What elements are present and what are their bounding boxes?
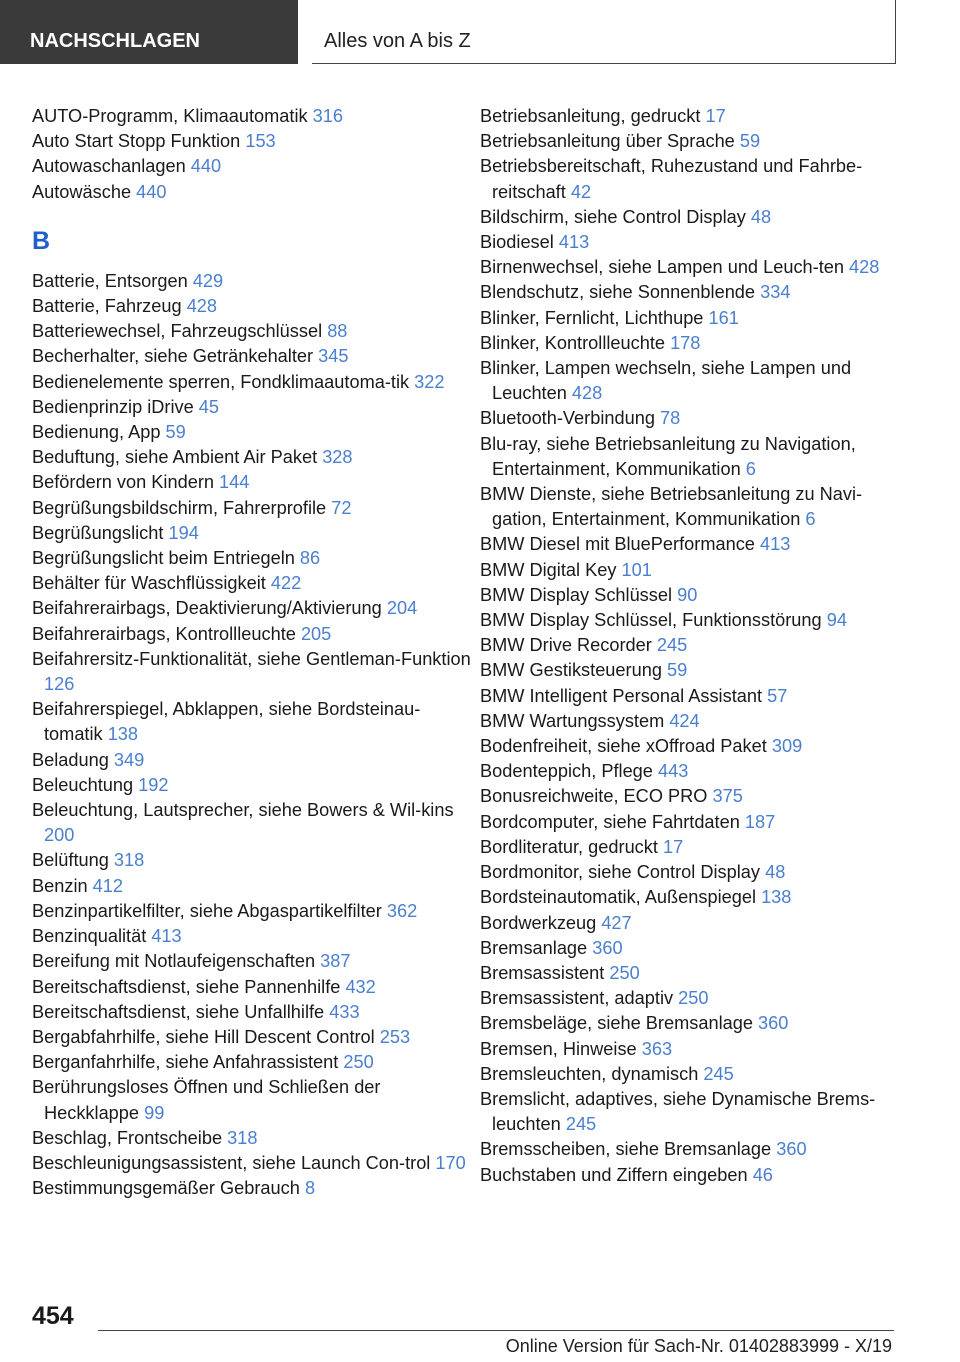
index-entry (480, 129, 910, 154)
index-entry (32, 1176, 472, 1201)
index-entry-term: Bremsassistent, adaptiv (480, 988, 679, 1009)
index-entry-term: Benzin (32, 875, 93, 896)
index-entry-term: Becherhalter, siehe Getränkehalter (32, 346, 319, 367)
index-page-link[interactable]: 413 (759, 534, 791, 555)
index-entry (480, 734, 910, 759)
index-entry-term: Bordcomputer, siehe Fahrtdaten (480, 811, 745, 832)
index-page-link[interactable]: 345 (318, 346, 349, 367)
index-page-link[interactable]: 413 (151, 926, 182, 947)
index-column-left (32, 104, 472, 1201)
index-page-link[interactable]: 428 (571, 383, 603, 404)
index-page-link[interactable]: 138 (107, 724, 139, 745)
index-entry-term: Bremsassistent (480, 962, 610, 983)
index-entry-term: Beladung (32, 749, 114, 770)
index-entry-term: Bluetooth-Verbindung (480, 408, 660, 429)
index-entry (32, 1075, 472, 1125)
index-entry (32, 924, 472, 949)
index-entry (32, 546, 472, 571)
index-entry-term: Bremsbeläge, siehe Bremsanlage (480, 1013, 759, 1034)
index-entry-term: Benzinqualität (32, 926, 152, 947)
section-tab: NACHSCHLAGEN (0, 0, 298, 64)
index-entry (480, 1062, 910, 1087)
index-entry-term: Bordwerkzeug (480, 912, 602, 933)
index-entry-term: Benzinpartikelfilter, siehe Abgaspartikelfilter (32, 900, 387, 921)
index-entry (480, 205, 910, 230)
index-entry (32, 496, 472, 521)
index-entry-term: BMW Display Schlüssel (480, 584, 678, 605)
index-page-link[interactable]: 429 (192, 270, 224, 291)
index-page-link[interactable]: 48 (750, 206, 772, 227)
index-entry-term: Beifahrersitz-Funktionalität, siehe Gentleman-Funktion (32, 648, 471, 669)
index-page-link[interactable]: 428 (849, 257, 880, 278)
index-entry (480, 784, 910, 809)
index-page-link[interactable]: 59 (667, 660, 688, 681)
index-entry (480, 583, 910, 608)
index-entry (32, 104, 472, 129)
index-entry (480, 406, 910, 431)
index-entry (480, 532, 910, 557)
index-entry (480, 860, 910, 885)
index-entry-term: Begrüßungslicht (32, 522, 169, 543)
index-page-link[interactable]: 250 (609, 962, 640, 983)
index-entry (32, 154, 472, 179)
index-entry-term: Begrüßungsbildschirm, Fahrerprofile (32, 497, 332, 518)
index-entry-term: BMW Gestiksteuerung (480, 660, 667, 681)
index-page-link[interactable]: 318 (113, 850, 145, 871)
index-entry (32, 899, 472, 924)
index-entry (480, 482, 910, 532)
index-entry (480, 810, 910, 835)
index-entry-term: Bodenfreiheit, siehe xOffroad Paket (480, 736, 772, 757)
index-entry (32, 521, 472, 546)
index-entry (32, 848, 472, 873)
index-page-link[interactable]: 170 (435, 1152, 466, 1173)
index-page-link[interactable]: 322 (414, 371, 445, 392)
index-entry-term: Autowaschanlagen (32, 156, 191, 177)
index-entry-term: Blinker, Lampen wechseln, siehe Lampen und Leuchten (480, 358, 852, 404)
index-entry (480, 1037, 910, 1062)
index-entry-term: Behälter für Waschflüssigkeit (32, 573, 271, 594)
index-entry-term: Bedienung, App (32, 422, 166, 443)
index-entry-term: Blu-ray, siehe Betriebsanleitung zu Navigation, Entertainment, Kommunikation (480, 433, 856, 479)
index-entry-term: Bereitschaftsdienst, siehe Unfallhilfe (32, 1001, 330, 1022)
index-page-link[interactable]: 245 (656, 635, 688, 656)
index-entry (32, 975, 472, 1000)
index-page-link[interactable]: 443 (657, 761, 689, 782)
index-entry (32, 697, 472, 747)
footer-divider (98, 1330, 894, 1331)
index-entry-term: BMW Wartungssystem (480, 710, 670, 731)
index-entry-term: Blinker, Kontrollleuchte (480, 332, 671, 353)
index-entry (32, 319, 472, 344)
index-entry (480, 255, 910, 280)
index-page-link[interactable]: 42 (570, 181, 592, 202)
index-entry-term: BMW Diesel mit BluePerformance (480, 534, 760, 555)
index-entry-term: Betriebsanleitung über Sprache (480, 131, 740, 152)
index-entry-term: BMW Dienste, siehe Betriebsanleitung zu Navi-gation, Entertainment, Kommunikation (480, 484, 863, 530)
index-entry-term: BMW Intelligent Personal Assistant (480, 685, 768, 706)
index-entry (480, 1011, 910, 1036)
index-entry-term: Beifahrerairbags, Deaktivierung/Aktivierung (32, 598, 387, 619)
index-entry-term: Beifahrerairbags, Kontrollleuchte (32, 623, 301, 644)
index-entry-term: Batteriewechsel, Fahrzeugschlüssel (32, 321, 328, 342)
index-entry-term: Belüftung (32, 850, 114, 871)
index-entry-term: Bergabfahrhilfe, siehe Hill Descent Control (32, 1026, 380, 1047)
index-entry-term: Birnenwechsel, siehe Lampen und Leuch-ten (480, 257, 850, 278)
index-entry-term: AUTO-Programm, Klimaautomatik (32, 106, 313, 126)
index-page-link[interactable]: 78 (660, 408, 681, 429)
index-entry (32, 874, 472, 899)
index-entry (32, 647, 472, 697)
index-entry (32, 370, 472, 395)
index-letter-heading: B (32, 226, 51, 255)
index-entry-term: Batterie, Fahrzeug (32, 296, 187, 317)
index-entry (480, 709, 910, 734)
index-entry-term: Bremsleuchten, dynamisch (480, 1063, 704, 1084)
index-page-link[interactable]: 6 (745, 458, 756, 479)
index-entry-term: Bedienprinzip iDrive (32, 396, 199, 417)
index-entry (32, 748, 472, 773)
index-entry (480, 356, 910, 406)
index-entry (480, 432, 910, 482)
index-page-link[interactable]: 17 (662, 836, 684, 857)
index-entry (32, 622, 472, 647)
index-page-link[interactable]: 334 (760, 282, 791, 303)
index-entry-term: Bordsteinautomatik, Außenspiegel (480, 887, 762, 908)
index-entry-term: Betriebsbereitschaft, Ruhezustand und Fahrbe-reitschaft (480, 156, 863, 202)
index-entry (480, 608, 910, 633)
index-entry (480, 1163, 910, 1188)
index-page-link[interactable]: 253 (379, 1026, 411, 1047)
index-page-link[interactable]: 153 (245, 131, 276, 152)
index-entry-term: BMW Digital Key (480, 559, 622, 580)
index-entry (32, 269, 472, 294)
index-page-link[interactable]: 250 (343, 1052, 374, 1073)
index-page-link[interactable]: 194 (168, 522, 199, 543)
index-entry-term: Blinker, Fernlicht, Lichthupe (480, 307, 709, 328)
index-entry-term: Beleuchtung (32, 774, 139, 795)
index-page-link[interactable]: 422 (270, 573, 302, 594)
index-page-link[interactable]: 349 (113, 749, 145, 770)
index-entry (32, 1126, 472, 1151)
index-page-link[interactable]: 375 (712, 786, 743, 807)
index-page-link[interactable]: 178 (670, 332, 701, 353)
index-entry-term: Bildschirm, siehe Control Display (480, 206, 751, 227)
index-entry-term: Bremsscheiben, siehe Bremsanlage (480, 1139, 777, 1160)
index-page-link[interactable]: 204 (386, 598, 418, 619)
index-entry-term: Bordmonitor, siehe Control Display (480, 862, 766, 883)
index-entry-term: Bremslicht, adaptives, siehe Dynamische Brems-leuchten (480, 1088, 876, 1135)
index-entry (480, 558, 910, 583)
index-page-link[interactable]: 427 (601, 912, 632, 933)
index-page-link[interactable]: 6 (805, 509, 816, 530)
index-page-link[interactable]: 200 (44, 825, 75, 846)
page-number: 454 (32, 1302, 74, 1330)
index-page-link[interactable]: 387 (320, 951, 351, 972)
index-page-link[interactable]: 45 (198, 396, 220, 417)
index-entry (480, 961, 910, 986)
index-page-link[interactable]: 161 (708, 307, 739, 328)
index-entry (480, 1087, 910, 1137)
index-page-link[interactable]: 48 (765, 862, 786, 883)
index-entry (480, 280, 910, 305)
index-entry-term: Bereitschaftsdienst, siehe Pannenhilfe (32, 976, 346, 997)
index-page-link[interactable]: 328 (322, 447, 353, 468)
index-entry (32, 470, 472, 495)
index-page-link[interactable]: 245 (703, 1063, 734, 1084)
index-page-link[interactable]: 88 (327, 321, 348, 342)
index-page-link[interactable]: 138 (761, 887, 792, 908)
index-entry (32, 571, 472, 596)
index-page-link[interactable]: 17 (705, 106, 726, 126)
index-page-link[interactable]: 362 (386, 900, 418, 921)
index-page-link[interactable]: 245 (565, 1114, 597, 1135)
index-entry (32, 1050, 472, 1075)
index-page-link[interactable]: 250 (678, 988, 709, 1009)
index-page-link[interactable]: 192 (138, 774, 169, 795)
index-entry-term: Bodenteppich, Pflege (480, 761, 658, 782)
index-page-link[interactable]: 413 (558, 232, 590, 253)
index-entry (480, 835, 910, 860)
index-page-link[interactable]: 99 (144, 1102, 165, 1123)
index-entry (480, 658, 910, 683)
index-entry-term: Betriebsanleitung, gedruckt (480, 106, 706, 126)
index-page-link[interactable]: 360 (758, 1013, 789, 1034)
index-page-link[interactable]: 59 (165, 422, 186, 443)
index-page-link[interactable]: 72 (331, 497, 352, 518)
index-entry-term: Bedienelemente sperren, Fondklimaautoma-tik (32, 371, 415, 392)
index-entry (32, 596, 472, 621)
index-entry (480, 104, 910, 129)
index-entry (480, 759, 910, 784)
index-page-link[interactable]: 187 (744, 811, 776, 832)
index-entry (480, 986, 910, 1011)
index-entry (480, 936, 910, 961)
index-entry (32, 294, 472, 319)
index-entry-term: Batterie, Entsorgen (32, 270, 193, 291)
index-page-link[interactable]: 424 (669, 710, 700, 731)
index-page-link[interactable]: 433 (329, 1001, 360, 1022)
index-entry (32, 773, 472, 798)
index-page-link[interactable]: 363 (641, 1038, 673, 1059)
index-entry-term: Bordliteratur, gedruckt (480, 836, 663, 857)
index-page-link[interactable]: 432 (345, 976, 376, 997)
index-page-link[interactable]: 360 (592, 937, 623, 958)
index-entry-term: Biodiesel (480, 232, 559, 253)
index-entry-term: Bonusreichweite, ECO PRO (480, 786, 713, 807)
index-entry-term: Beschlag, Frontscheibe (32, 1127, 228, 1148)
footer-text: Online Version für Sach-Nr. 01402883999 - X/19 (505, 1336, 892, 1356)
index-page-link[interactable]: 412 (92, 875, 124, 896)
index-entry-term: Bereifung mit Notlaufeigenschaften (32, 951, 321, 972)
index-entry (480, 154, 910, 204)
index-entry (32, 129, 472, 154)
index-entry (480, 230, 910, 255)
index-entry (32, 1151, 472, 1176)
index-page-link[interactable]: 94 (826, 610, 847, 631)
index-page-link[interactable]: 309 (771, 736, 803, 757)
index-page-link[interactable]: 8 (304, 1178, 316, 1199)
index-page-link[interactable]: 205 (300, 623, 332, 644)
index-entry (32, 395, 472, 420)
index-entry (480, 911, 910, 936)
index-page-link[interactable]: 316 (312, 106, 343, 126)
index-entry-term: Bremsanlage (480, 937, 593, 958)
index-page-link[interactable]: 126 (44, 674, 75, 695)
index-entry (480, 885, 910, 910)
index-entry-term: Begrüßungslicht beim Entriegeln (32, 548, 300, 569)
index-entry (480, 1137, 910, 1162)
index-entry (32, 180, 472, 205)
index-page-link[interactable]: 144 (219, 472, 250, 493)
index-entry (32, 1000, 472, 1025)
index-column-right (480, 104, 910, 1188)
index-page-link[interactable]: 428 (186, 296, 218, 317)
index-entry-term: BMW Drive Recorder (480, 635, 657, 656)
index-entry-term: Beschleunigungsassistent, siehe Launch Con-trol (32, 1152, 436, 1173)
index-entry-term: Buchstaben und Ziffern eingeben (480, 1164, 753, 1185)
index-entry (32, 1025, 472, 1050)
index-entry-term: Berganfahrhilfe, siehe Anfahrassistent (32, 1052, 344, 1073)
index-page-link[interactable]: 57 (767, 685, 788, 706)
index-page-link[interactable]: 59 (739, 131, 761, 152)
index-entry (480, 306, 910, 331)
index-page-link[interactable]: 46 (752, 1164, 773, 1185)
index-page-link[interactable]: 90 (677, 584, 698, 605)
page-title: Alles von A bis Z (312, 0, 896, 64)
index-entry (32, 344, 472, 369)
index-entry-term: Blendschutz, siehe Sonnenblende (480, 282, 761, 303)
index-entry-term: Beleuchtung, Lautsprecher, siehe Bowers & Wil-kins (32, 800, 454, 821)
index-page-link[interactable]: 440 (136, 181, 167, 202)
index-entry-term: Beduftung, siehe Ambient Air Paket (32, 447, 323, 468)
index-entry-term: Berührungsloses Öffnen und Schließen der Heckklappe (32, 1077, 381, 1123)
index-entry-term: Auto Start Stopp Funktion (32, 131, 246, 152)
index-page-link[interactable]: 318 (227, 1127, 258, 1148)
index-entry (480, 684, 910, 709)
index-entry-term: Beifahrerspiegel, Abklappen, siehe Bordsteinau-tomatik (32, 699, 421, 745)
index-entry (32, 445, 472, 470)
index-entry-term: Bremsen, Hinweise (480, 1038, 642, 1059)
index-entry-term: BMW Display Schlüssel, Funktionsstörung (480, 610, 827, 631)
index-entry-term: Befördern von Kindern (32, 472, 220, 493)
index-entry (480, 331, 910, 356)
index-entry-term: Bestimmungsgemäßer Gebrauch (32, 1178, 305, 1199)
index-page-link[interactable]: 440 (190, 156, 222, 177)
index-entry (32, 798, 472, 848)
index-page-link[interactable]: 101 (621, 559, 652, 580)
index-page-link[interactable]: 86 (299, 548, 321, 569)
index-entry-term: Autowäsche (32, 181, 137, 202)
index-page-link[interactable]: 360 (776, 1139, 807, 1160)
index-entry (480, 633, 910, 658)
index-entry (32, 949, 472, 974)
index-entry (32, 420, 472, 445)
